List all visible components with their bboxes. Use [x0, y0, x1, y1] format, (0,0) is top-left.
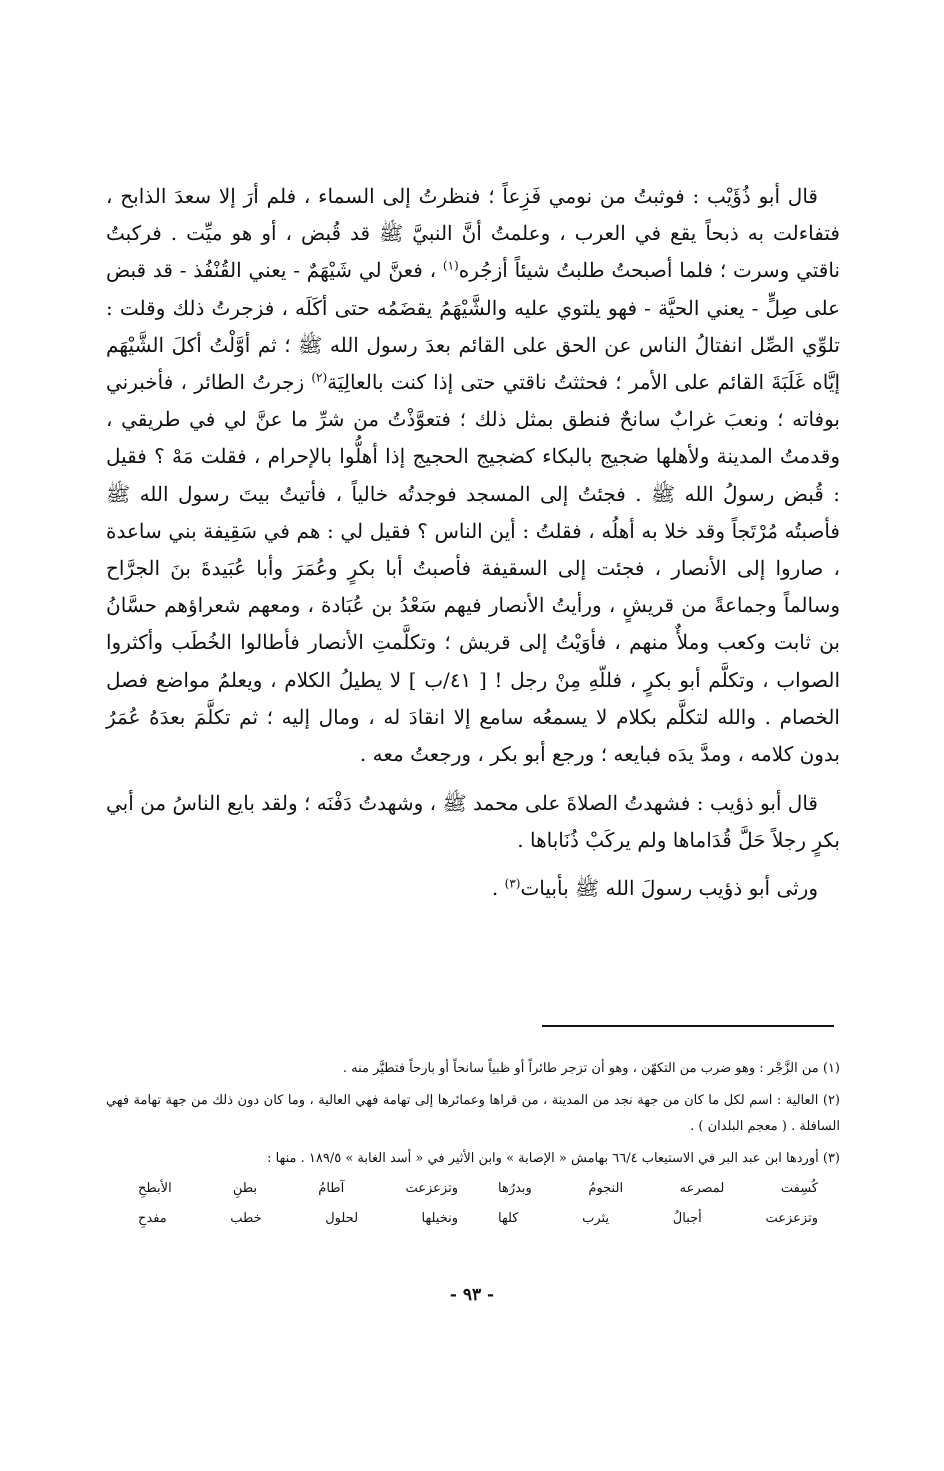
- paragraph-narrative-part-3: زجرتُ الطائر ، فأخبرني بوفاته ؛ ونعبَ غرابٌ سانحٌ فنطق بمثل ذلك ؛ فتعوَّذْتُ من شرِّ ما عنَّ لي في طريقي ، وقدمتُ المدينة ولأهلها ضجيج بالبكاء كضجيج الحجيج إذا أهلُّوا بالإحرام ، فقلت مَهْ ؟ فقيل : قُبض رسولُ الله ﷺ . فجئتُ إلى المسجد فوجدتُه خالياً ، فأتيتُ بيتَ رسول الله ﷺ فأصبتُه مُرْتَجاً وقد خلا به أهلُه ، فقلتُ : أين الناس ؟ فقيل لي : هم في سَقِيفة بني ساعدة ، صاروا إلى الأنصار ، فجئت إلى السقيفة فأصبتُ أبا بكرٍ وعُمَرَ وأبا عُبَيدةَ بنَ الجرَّاح وسالماً وجماعةً من قريشٍ ، ورأيتُ الأنصار فيهم سَعْدُ بن عُبَادة ، ومعهم شعراؤهم حسَّانُ بن ثابت وكعب وملأٌ منهم ، فأوَيْتُ إلى قريش ؛ وتكلَّمتِ الأنصار فأطالوا الخُطَب وأكثروا الصواب ، وتكلَّم أبو بكرٍ ، فللّهِ مِنْ رجل ! [ ٤١/ب ] لا يطيلُ الكلام ، ويعلمُ مواضع فصل الخصام . والله لتكلَّم بكلام لا يسمعُه سامع إلا انقادَ له ، ومال إليه ؛ ثم تكلَّمَ بعدَهُ عُمَرُ بدون كلامه ، ومدَّ يدَه فبايعه ؛ ورجع أبو بكر ، ورجعتُ معه .: [106, 370, 841, 767]
- main-text: [106, 178, 840, 907]
- paragraph-elegy-end: .: [491, 875, 505, 900]
- paragraph-elegy-text: ورثى أبو ذؤيب رسولَ الله ﷺ بأبيات: [520, 875, 818, 900]
- verse-first-hemistich: كُسِفت لمصرعه النجومُ وبدرُها: [498, 1181, 818, 1196]
- paragraph-narrative: [106, 178, 840, 773]
- footnote-ref-2: (٢): [311, 370, 328, 385]
- footnote-1: (١) من الزَّجْر : وهو ضرب من التكهّن ، وهو أن تزجر طائراً أو ظبياً سانحاً أو بارحاً فتطيَّر منه .: [342, 1061, 840, 1076]
- verse-second-hemistich: ونخيلها لحلول خطب مفدحِ: [138, 1211, 458, 1226]
- paragraph-narrative-part-2: ، فعنَّ لي شَيْهَمٌ - يعني القُنْفُذ - قد قبض على صِلٍّ - يعني الحيَّة - فهو يلتوي عليه والشَّيْهَمُ يقضَمُه حتى أكَلَه ، فزجرتُ ذلك وقلت : تلوِّي الصِّل انفتالُ الناس عن الحق على القائم بعدَ رسول الله ﷺ ؛ ثم أوَّلْتُ أكلَ الشَّيْهَم إيَّاه غَلَبَةَ القائم على الأمر ؛ فحثثتُ ناقتي حتى إذا كنت بالعالِيَة: [106, 258, 840, 395]
- verse: [106, 1204, 840, 1234]
- poem: [106, 1174, 840, 1234]
- verse-first-hemistich: وتزعزعت أجبالُ يثرب كلها: [498, 1211, 818, 1226]
- footnote-ref-3: (٣): [504, 876, 521, 890]
- footnote-separator: [542, 1025, 834, 1027]
- verse: [106, 1174, 840, 1204]
- verse-second-hemistich: وتزعزعت آطامُ بطنِ الأبطحِ: [138, 1181, 458, 1196]
- paragraph-burial: قال أبو ذؤيب : فشهدتُ الصلاةَ على محمد ﷺ ، وشهدتُ دَفْنَه ؛ ولقد بايع الناسُ من أبي بكرٍ رجلاً حَلَّ قُدَاماها ولم يركَبْ ذُنَاباها .: [106, 791, 840, 853]
- footnotes: [106, 1056, 840, 1234]
- page-number: - ٩٣ -: [449, 1285, 495, 1305]
- footnote-3: (٣) أوردها ابن عبد البر في الاستيعاب ٦٦/٤ بهامش « الإصابة » وابن الأثير في « أسد الغابة » ١٨٩/٥ . منها :: [267, 1151, 840, 1166]
- paragraph-narrative-part-1: قال أبو ذُؤَيْب : فوثبتُ من نومي فَزِعاً ؛ فنظرتُ إلى السماء ، فلم أرَ إلا سعدَ الذابح ، فتفاءلت به ذبحاً يقع في العرب ، وعلمتُ أنَّ النبيَّ ﷺ قد قُبض ، أو هو ميِّت . فركبتُ ناقتي وسرت ؛ فلما أصبحتُ طلبتُ شيئاً أزجُره: [106, 184, 840, 283]
- footnote-2: (٢) العالية : اسم لكل ما كان من جهة نجد من المدينة ، من قراها وعمائرها إلى تهامة فهي العالية ، وما كان دون ذلك من جهة تهامة فهي السافلة . ( معجم البلدان ) .: [106, 1093, 840, 1134]
- paragraph-elegy: [106, 870, 840, 907]
- footnote-ref-1: (١): [442, 258, 459, 273]
